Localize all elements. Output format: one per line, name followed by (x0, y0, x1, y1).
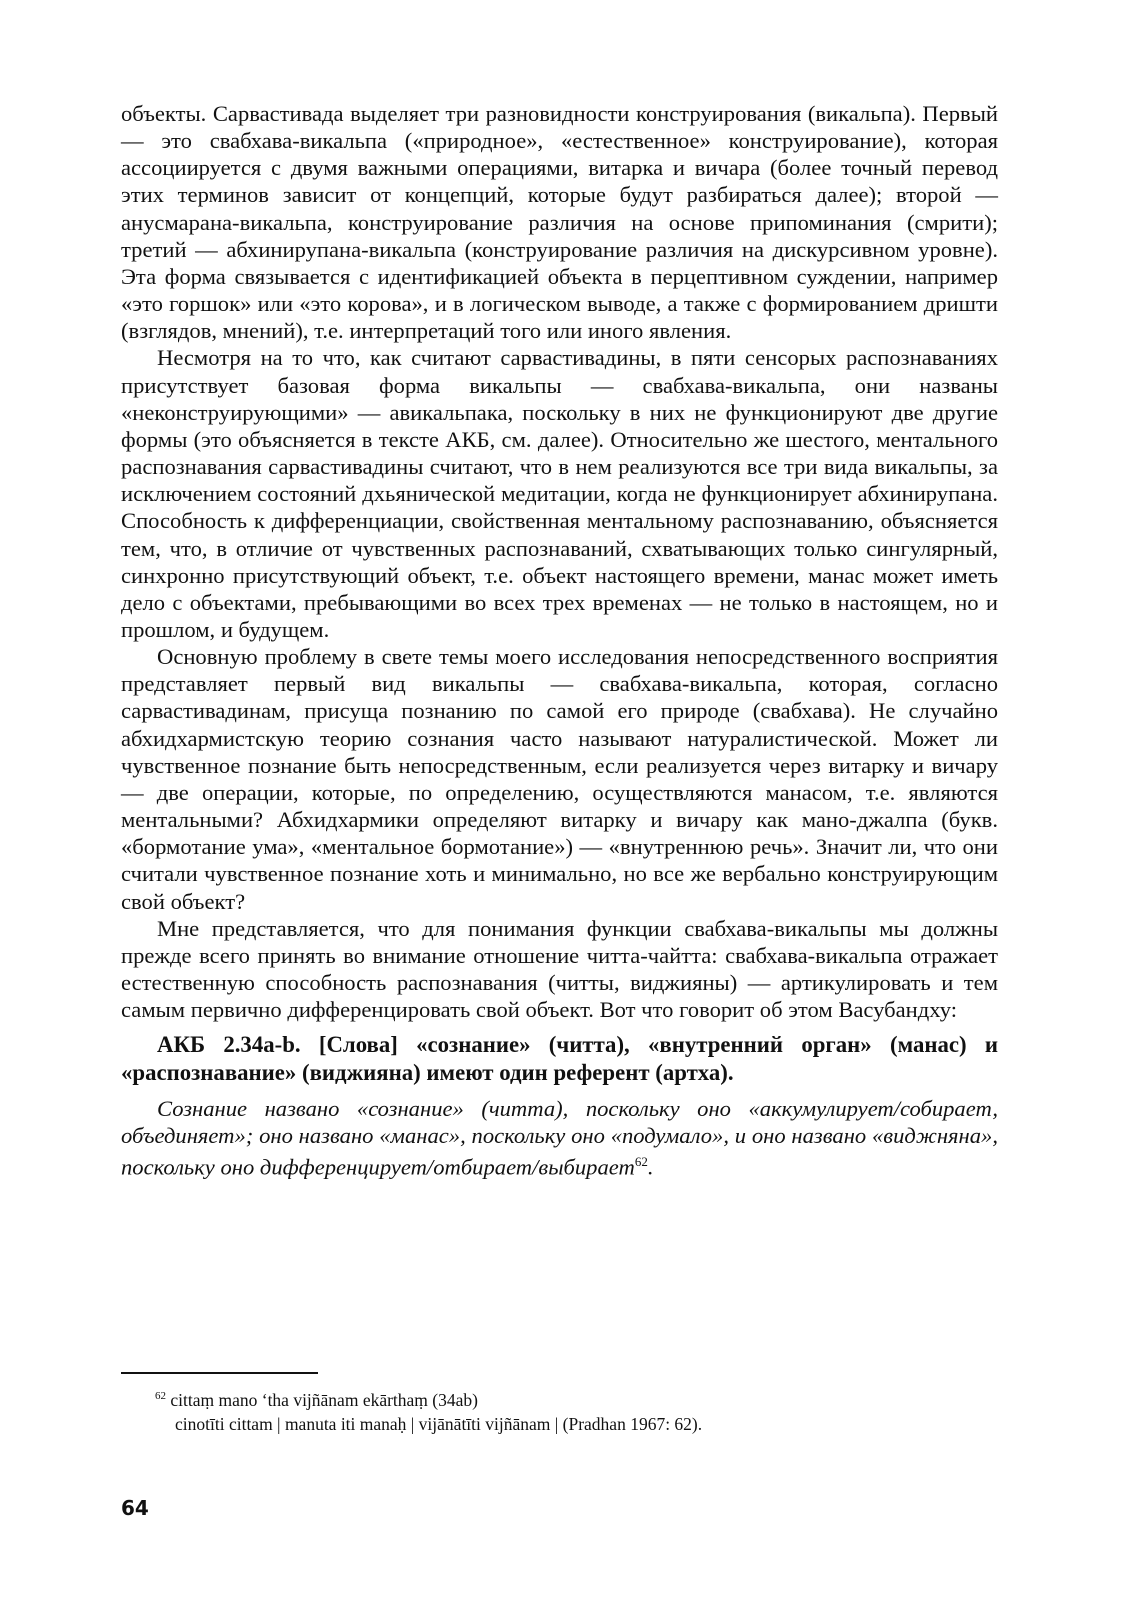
paragraph-3: Основную проблему в свете темы моего исследования непосредственного восприятия представляет первый вид викальпы — свабхава-викальпа, которая, согласно сарвастивадинам, присуща познанию по самой его природе (свабхава). Не случайно абхидхармистскую теорию сознания часто называют натуралистической. Может ли чувственное познание быть непосредственным, если реализуется через витарку и вичару — две операции, которые, по определению, осуществляются манасом, т.е. являются ментальными? Абхидхармики определяют витарку и вичару как мано-джалпа (букв. «бормотание ума», «ментальное бормотание») — «внутреннюю речь». Значит ли, что они считали чувственное познание хоть и минимально, но все же вербально конструирующим свой объект? (121, 644, 998, 914)
footnotes (155, 1384, 975, 1437)
footnote-sanskrit-verse: cittaṃ mano ‘tha vijñānam ekārthaṃ (34ab) (170, 1389, 478, 1410)
akb-commentary (121, 1096, 998, 1181)
page-body (121, 100, 998, 1181)
footnote-ref[interactable]: 62 (634, 1154, 648, 1170)
footnote-divider (121, 1372, 318, 1374)
page-number: 64 (121, 1496, 149, 1520)
paragraph-4: Мне представляется, что для понимания функции свабхава-викальпы мы должны прежде всего принять во внимание отношение читта-чайтта: свабхава-викальпа отражает естественную способность распознавания (читты, виджияны) — артикулировать и тем самым первично дифференцировать свой объект. Вот что говорит об этом Васубандху: (121, 915, 998, 1023)
paragraph-1: объекты. Сарвастивада выделяет три разновидности конструирования (викальпа). Первый — это свабхава-викальпа («природное», «естественное» конструирование), которая ассоциируется с двумя важными операциями, витарка и вичара (более точный перевод этих терминов зависит от концепций, которые будут разбираться далее); второй — анусмарана-викальпа, конструирование различия на основе припоминания (смрити); третий — абхинирупана-викальпа (конструирование различия на дискурсивном уровне). Эта форма связывается с идентификацией объекта в перцептивном суждении, например «это горшок» или «это корова», и в логическом выводе, а также с формированием дришти (взглядов, мнений), т.е. интерпретаций того или иного явления. (121, 101, 998, 344)
commentary-text: Сознание названо «сознание» (читта), поскольку оно «аккумулирует/собирает, объединяет»; оно названо «манас», поскольку оно «подумало», и оно названо «виджняна», поскольку оно дифференцирует/отбирает/выбирает (121, 1096, 998, 1180)
akb-quote-heading: АКБ 2.34a-b. [Слова] «сознание» (читта), «внутренний орган» (манас) и «распознавание» (виджияна) имеют один референт (артха). (121, 1032, 998, 1085)
footnote-62-line-2: cinotīti cittam | manuta iti manaḥ | vijānātīti vijñānam | (Pradhan 1967: 62). (175, 1414, 703, 1435)
commentary-end: . (647, 1154, 654, 1180)
paragraph-2: Несмотря на то что, как считают сарвастивадины, в пяти сенсорых распознаваниях присутствует базовая форма викальпы — свабхава-викальпа, они названы «неконструирующими» — авикальпака, поскольку в них не функционируют две другие формы (это объясняется в тексте АКБ, см. далее). Относительно же шестого, ментального распознавания сарвастивадины считают, что в нем реализуются все три вида викальпы, за исключением состояний дхьянической медитации, когда не функционирует абхинирупана. Способность к дифференциации, свойственная ментальному распознаванию, объясняется тем, что, в отличие от чувственных распознаваний, схватывающих только сингулярный, синхронно присутствующий объект, т.е. объект настоящего времени, манас может иметь дело с объектами, пребывающими во всех трех временах — не только в настоящем, но и прошлом, и будущем. (121, 345, 998, 642)
footnote-62-line-1 (155, 1384, 975, 1412)
footnote-number: 62 (155, 1390, 166, 1402)
